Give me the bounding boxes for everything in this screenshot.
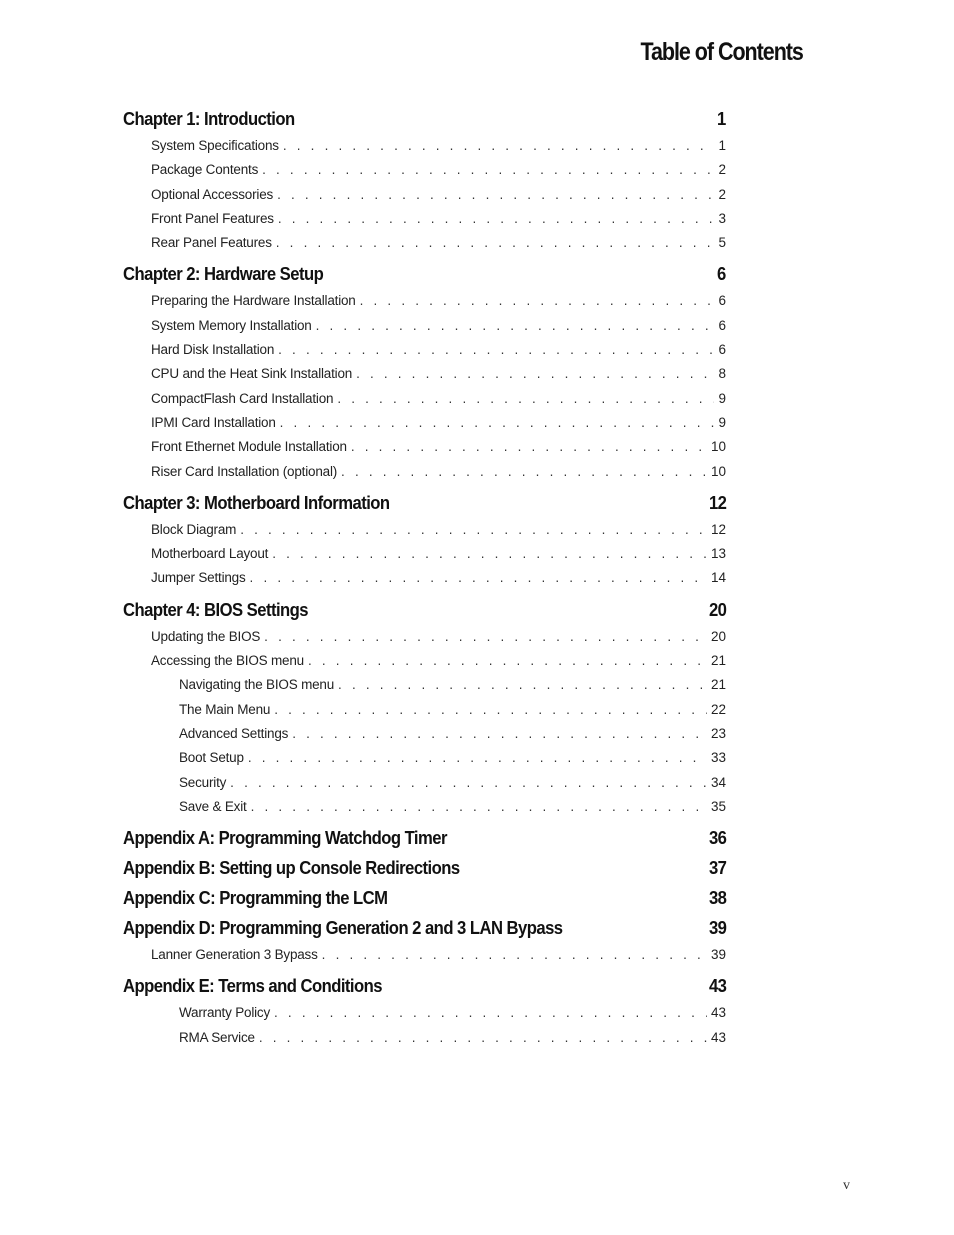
dot-leader (292, 722, 707, 746)
toc-entry[interactable] (123, 338, 726, 362)
entry-label: Updating the BIOS (151, 628, 261, 644)
entry-label: The Main Menu (179, 701, 271, 717)
toc-entry[interactable] (123, 387, 726, 411)
entry-label: System Specifications (151, 138, 279, 153)
toc-entry[interactable] (123, 183, 726, 207)
toc-chapter-heading[interactable] (123, 857, 726, 879)
toc-entry[interactable] (123, 518, 726, 542)
dot-leader (274, 698, 707, 722)
dot-leader (278, 338, 714, 362)
chapter-title: Appendix C: Programming the LCM (123, 887, 388, 909)
chapter-title: Appendix A: Programming Watchdog Timer (123, 827, 447, 849)
dot-leader (272, 542, 707, 566)
entry-label: Advanced Settings (179, 725, 289, 741)
dot-leader (277, 183, 714, 207)
toc-chapter-heading[interactable] (123, 827, 726, 849)
dot-leader (248, 746, 707, 770)
entry-label: Front Panel Features (151, 210, 274, 226)
chapter-page-number: 12 (708, 491, 726, 513)
toc-chapter-heading[interactable] (123, 108, 726, 130)
toc-entry[interactable] (123, 566, 726, 590)
dot-leader (316, 314, 715, 338)
entry-page-number: 6 (718, 342, 726, 358)
dot-leader (351, 435, 707, 459)
entry-page-number: 9 (718, 390, 726, 406)
toc-entry[interactable] (123, 207, 726, 231)
toc-entry[interactable] (123, 698, 726, 722)
dot-leader (360, 289, 715, 313)
chapter-page-number: 38 (708, 887, 726, 909)
dot-leader (283, 134, 715, 158)
chapter-title: Appendix D: Programming Generation 2 and 3 LAN Bypass (123, 917, 563, 939)
chapter-page-number: 43 (708, 975, 726, 997)
entry-page-number: 39 (710, 947, 726, 963)
toc-entry[interactable] (123, 289, 726, 313)
entry-label: Jumper Settings (151, 570, 246, 586)
entry-page-number: 34 (710, 774, 726, 790)
entry-page-number: 6 (718, 293, 726, 309)
dot-leader (251, 795, 707, 819)
dot-leader (240, 518, 707, 542)
entry-page-number: 23 (710, 725, 726, 741)
entry-label: Warranty Policy (179, 1005, 271, 1021)
toc-entry[interactable] (123, 435, 726, 459)
dot-leader (264, 625, 707, 649)
toc-entry[interactable] (123, 1026, 726, 1050)
toc-chapter-heading[interactable] (123, 917, 726, 939)
dot-leader (230, 771, 707, 795)
toc-entry[interactable] (123, 746, 726, 770)
chapter-page-number: 20 (708, 598, 726, 620)
toc-entry[interactable] (123, 460, 726, 484)
toc-entry[interactable] (123, 649, 726, 673)
dot-leader (276, 231, 715, 255)
entry-page-number: 6 (718, 317, 726, 333)
toc-entry[interactable] (123, 158, 726, 182)
dot-leader (259, 1026, 707, 1050)
entry-page-number: 13 (710, 546, 726, 562)
entry-label: Motherboard Layout (151, 546, 269, 562)
toc-entry[interactable] (123, 362, 726, 386)
entry-page-number: 35 (710, 798, 726, 814)
chapter-page-number: 36 (708, 827, 726, 849)
toc-chapter-heading[interactable] (123, 975, 726, 997)
dot-leader (337, 387, 714, 411)
dot-leader (341, 460, 707, 484)
entry-label: Block Diagram (151, 521, 237, 537)
toc-entry[interactable] (123, 134, 726, 158)
chapter-page-number: 1 (717, 108, 726, 129)
entry-page-number: 8 (718, 366, 726, 382)
entry-label: Preparing the Hardware Installation (151, 293, 356, 309)
dot-leader (278, 207, 715, 231)
entry-label: Save & Exit (179, 798, 247, 814)
entry-label: CompactFlash Card Installation (151, 390, 334, 406)
chapter-title: Chapter 4: BIOS Settings (123, 598, 309, 620)
toc-chapter-heading[interactable] (123, 492, 726, 514)
entry-page-number: 43 (710, 1029, 726, 1045)
toc-chapter-heading[interactable] (123, 599, 726, 621)
toc-chapter-heading[interactable] (123, 887, 726, 909)
dot-leader (338, 673, 707, 697)
toc-entry[interactable] (123, 231, 726, 255)
entry-page-number: 1 (718, 138, 726, 153)
chapter-title: Appendix E: Terms and Conditions (123, 975, 383, 997)
toc-entry[interactable] (123, 542, 726, 566)
dot-leader (250, 566, 707, 590)
entry-page-number: 33 (710, 750, 726, 766)
entry-page-number: 10 (710, 463, 726, 479)
toc-entry[interactable] (123, 771, 726, 795)
dot-leader (356, 362, 714, 386)
dot-leader (308, 649, 707, 673)
page-title: Table of Contents (640, 38, 803, 66)
entry-label: System Memory Installation (151, 317, 312, 333)
entry-page-number: 21 (710, 653, 726, 669)
chapter-page-number: 37 (708, 857, 726, 879)
entry-page-number: 5 (718, 235, 726, 251)
toc-entry[interactable] (123, 625, 726, 649)
entry-label: Accessing the BIOS menu (151, 653, 304, 669)
toc-entry[interactable] (123, 1001, 726, 1025)
dot-leader (274, 1001, 707, 1025)
entry-label: Boot Setup (179, 750, 244, 766)
entry-label: CPU and the Heat Sink Installation (151, 366, 353, 382)
entry-page-number: 12 (710, 521, 726, 537)
toc-entry[interactable] (123, 673, 726, 697)
toc-entry[interactable] (123, 943, 726, 967)
dot-leader (322, 943, 707, 967)
entry-label: Security (179, 774, 227, 790)
page-number: v (843, 1178, 850, 1193)
entry-page-number: 9 (718, 414, 726, 430)
dot-leader (262, 158, 714, 182)
entry-label: Hard Disk Installation (151, 342, 275, 358)
entry-label: Front Ethernet Module Installation (151, 439, 347, 455)
entry-label: RMA Service (179, 1029, 255, 1045)
entry-page-number: 3 (718, 210, 726, 226)
entry-label: Rear Panel Features (151, 235, 272, 251)
table-of-contents (123, 100, 726, 1050)
toc-entry[interactable] (123, 314, 726, 338)
entry-label: Navigating the BIOS menu (179, 677, 335, 693)
chapter-title: Chapter 2: Hardware Setup (123, 263, 324, 285)
entry-page-number: 10 (710, 439, 726, 455)
toc-entry[interactable] (123, 411, 726, 435)
chapter-title: Chapter 1: Introduction (123, 108, 295, 129)
chapter-title: Chapter 3: Motherboard Information (123, 491, 390, 513)
chapter-page-number: 6 (717, 263, 726, 285)
entry-page-number: 14 (710, 570, 726, 586)
entry-page-number: 22 (710, 701, 726, 717)
entry-page-number: 43 (710, 1005, 726, 1021)
toc-entry[interactable] (123, 722, 726, 746)
entry-page-number: 2 (718, 162, 726, 178)
toc-chapter-heading[interactable] (123, 263, 726, 285)
toc-entry[interactable] (123, 795, 726, 819)
entry-page-number: 2 (718, 186, 726, 202)
entry-label: Package Contents (151, 162, 259, 178)
chapter-page-number: 39 (708, 917, 726, 939)
entry-page-number: 20 (710, 628, 726, 644)
entry-page-number: 21 (710, 677, 726, 693)
entry-label: Riser Card Installation (optional) (151, 463, 338, 479)
dot-leader (280, 411, 715, 435)
entry-label: Optional Accessories (151, 186, 274, 202)
chapter-title: Appendix B: Setting up Console Redirections (123, 857, 460, 879)
entry-label: Lanner Generation 3 Bypass (151, 947, 318, 963)
entry-label: IPMI Card Installation (151, 414, 276, 430)
